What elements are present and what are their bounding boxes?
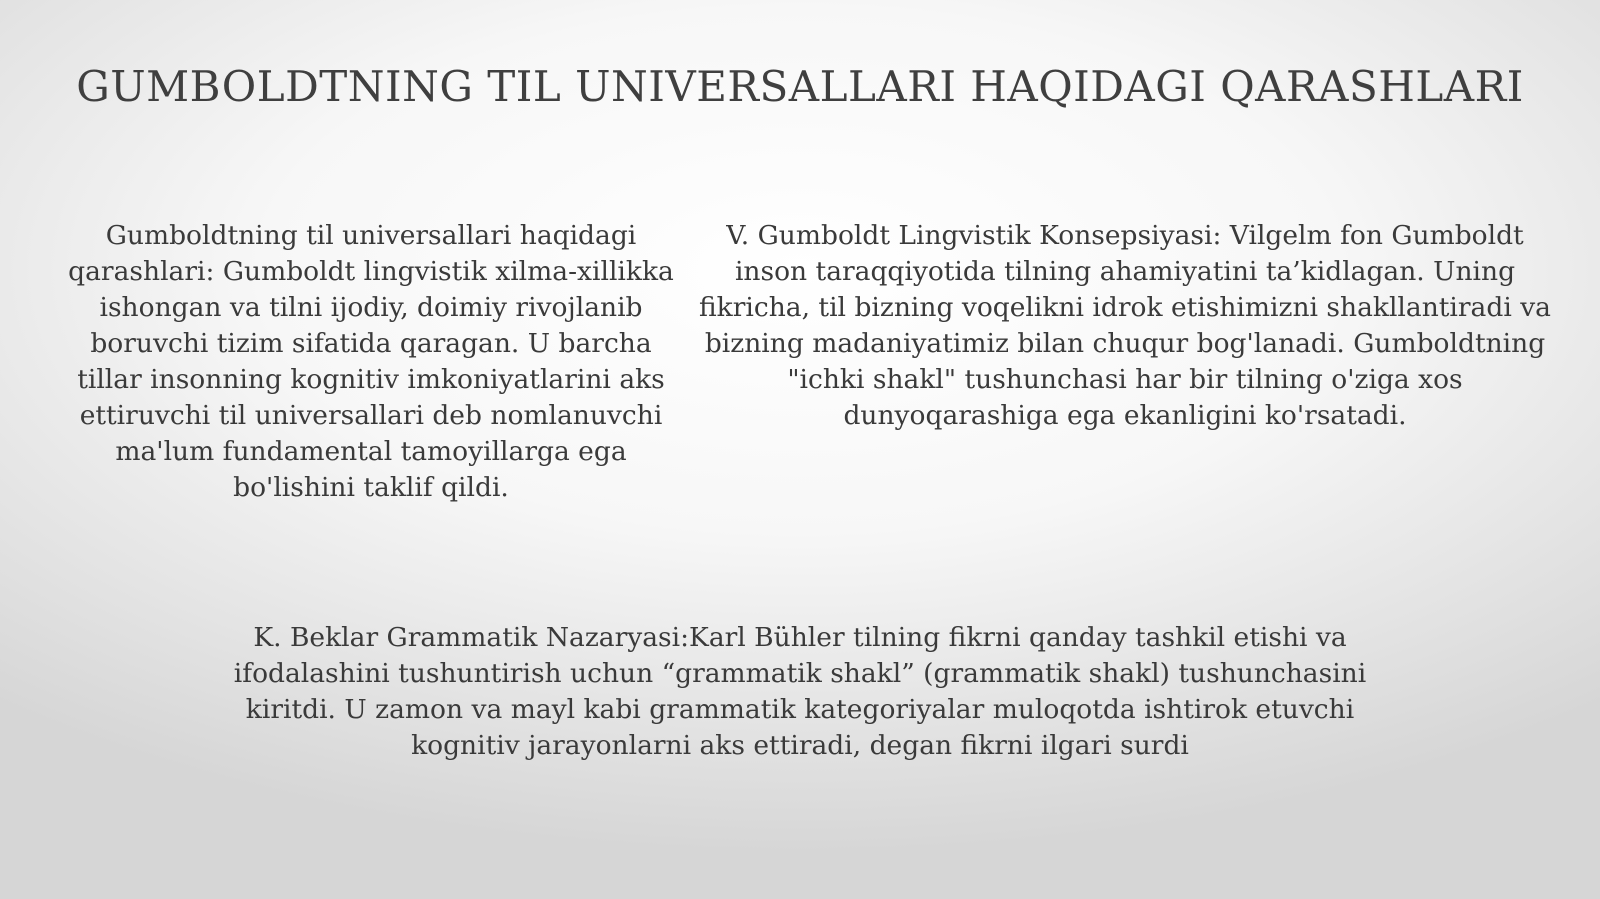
buhler-grammar-theory-paragraph: K. Beklar Grammatik Nazaryasi:Karl Bühler tilning fikrni qanday tashkil etishi va ifodalashini tushuntirish uchun “grammatik shakl” (grammatik shakl) tushunchasini kiritdi. U zamon va mayl kabi grammatik kategoriyalar muloqotda ishtirok etuvchi kognitiv jarayonlarni aks ettiradi, degan fikrni ilgari surdi	[233, 622, 1367, 761]
humboldt-linguistic-concept-paragraph: V. Gumboldt Lingvistik Konsepsiyasi: Vilgelm fon Gumboldt inson taraqqiyotida tilning ahamiyatini ta’kidlagan. Uning fikricha, til bizning voqelikni idrok etishimizni shakllantiradi va bizning madaniyatimiz bilan chuqur bog'lanadi. Gumboldtning "ichki shakl" tushunchasi har bir tilning o'ziga xos dunyoqarashiga ega ekanligini ko'rsatadi.	[699, 220, 1551, 431]
humboldt-universals-paragraph: Gumboldtning til universallari haqidagi qarashlari: Gumboldt lingvistik xilma-xillikka ishongan va tilni ijodiy, doimiy rivojlanib boruvchi tizim sifatida qaragan. U barcha tillar insonning kognitiv imkoniyatlarini aks ettiruvchi til universallari deb nomlanuvchi ma'lum fundamental tamoyillarga ega bo'lishini taklif qildi.	[68, 220, 674, 503]
slide-title: GUMBOLDTNING TIL UNIVERSALLARI HAQIDAGI QARASHLARI	[76, 62, 1524, 111]
